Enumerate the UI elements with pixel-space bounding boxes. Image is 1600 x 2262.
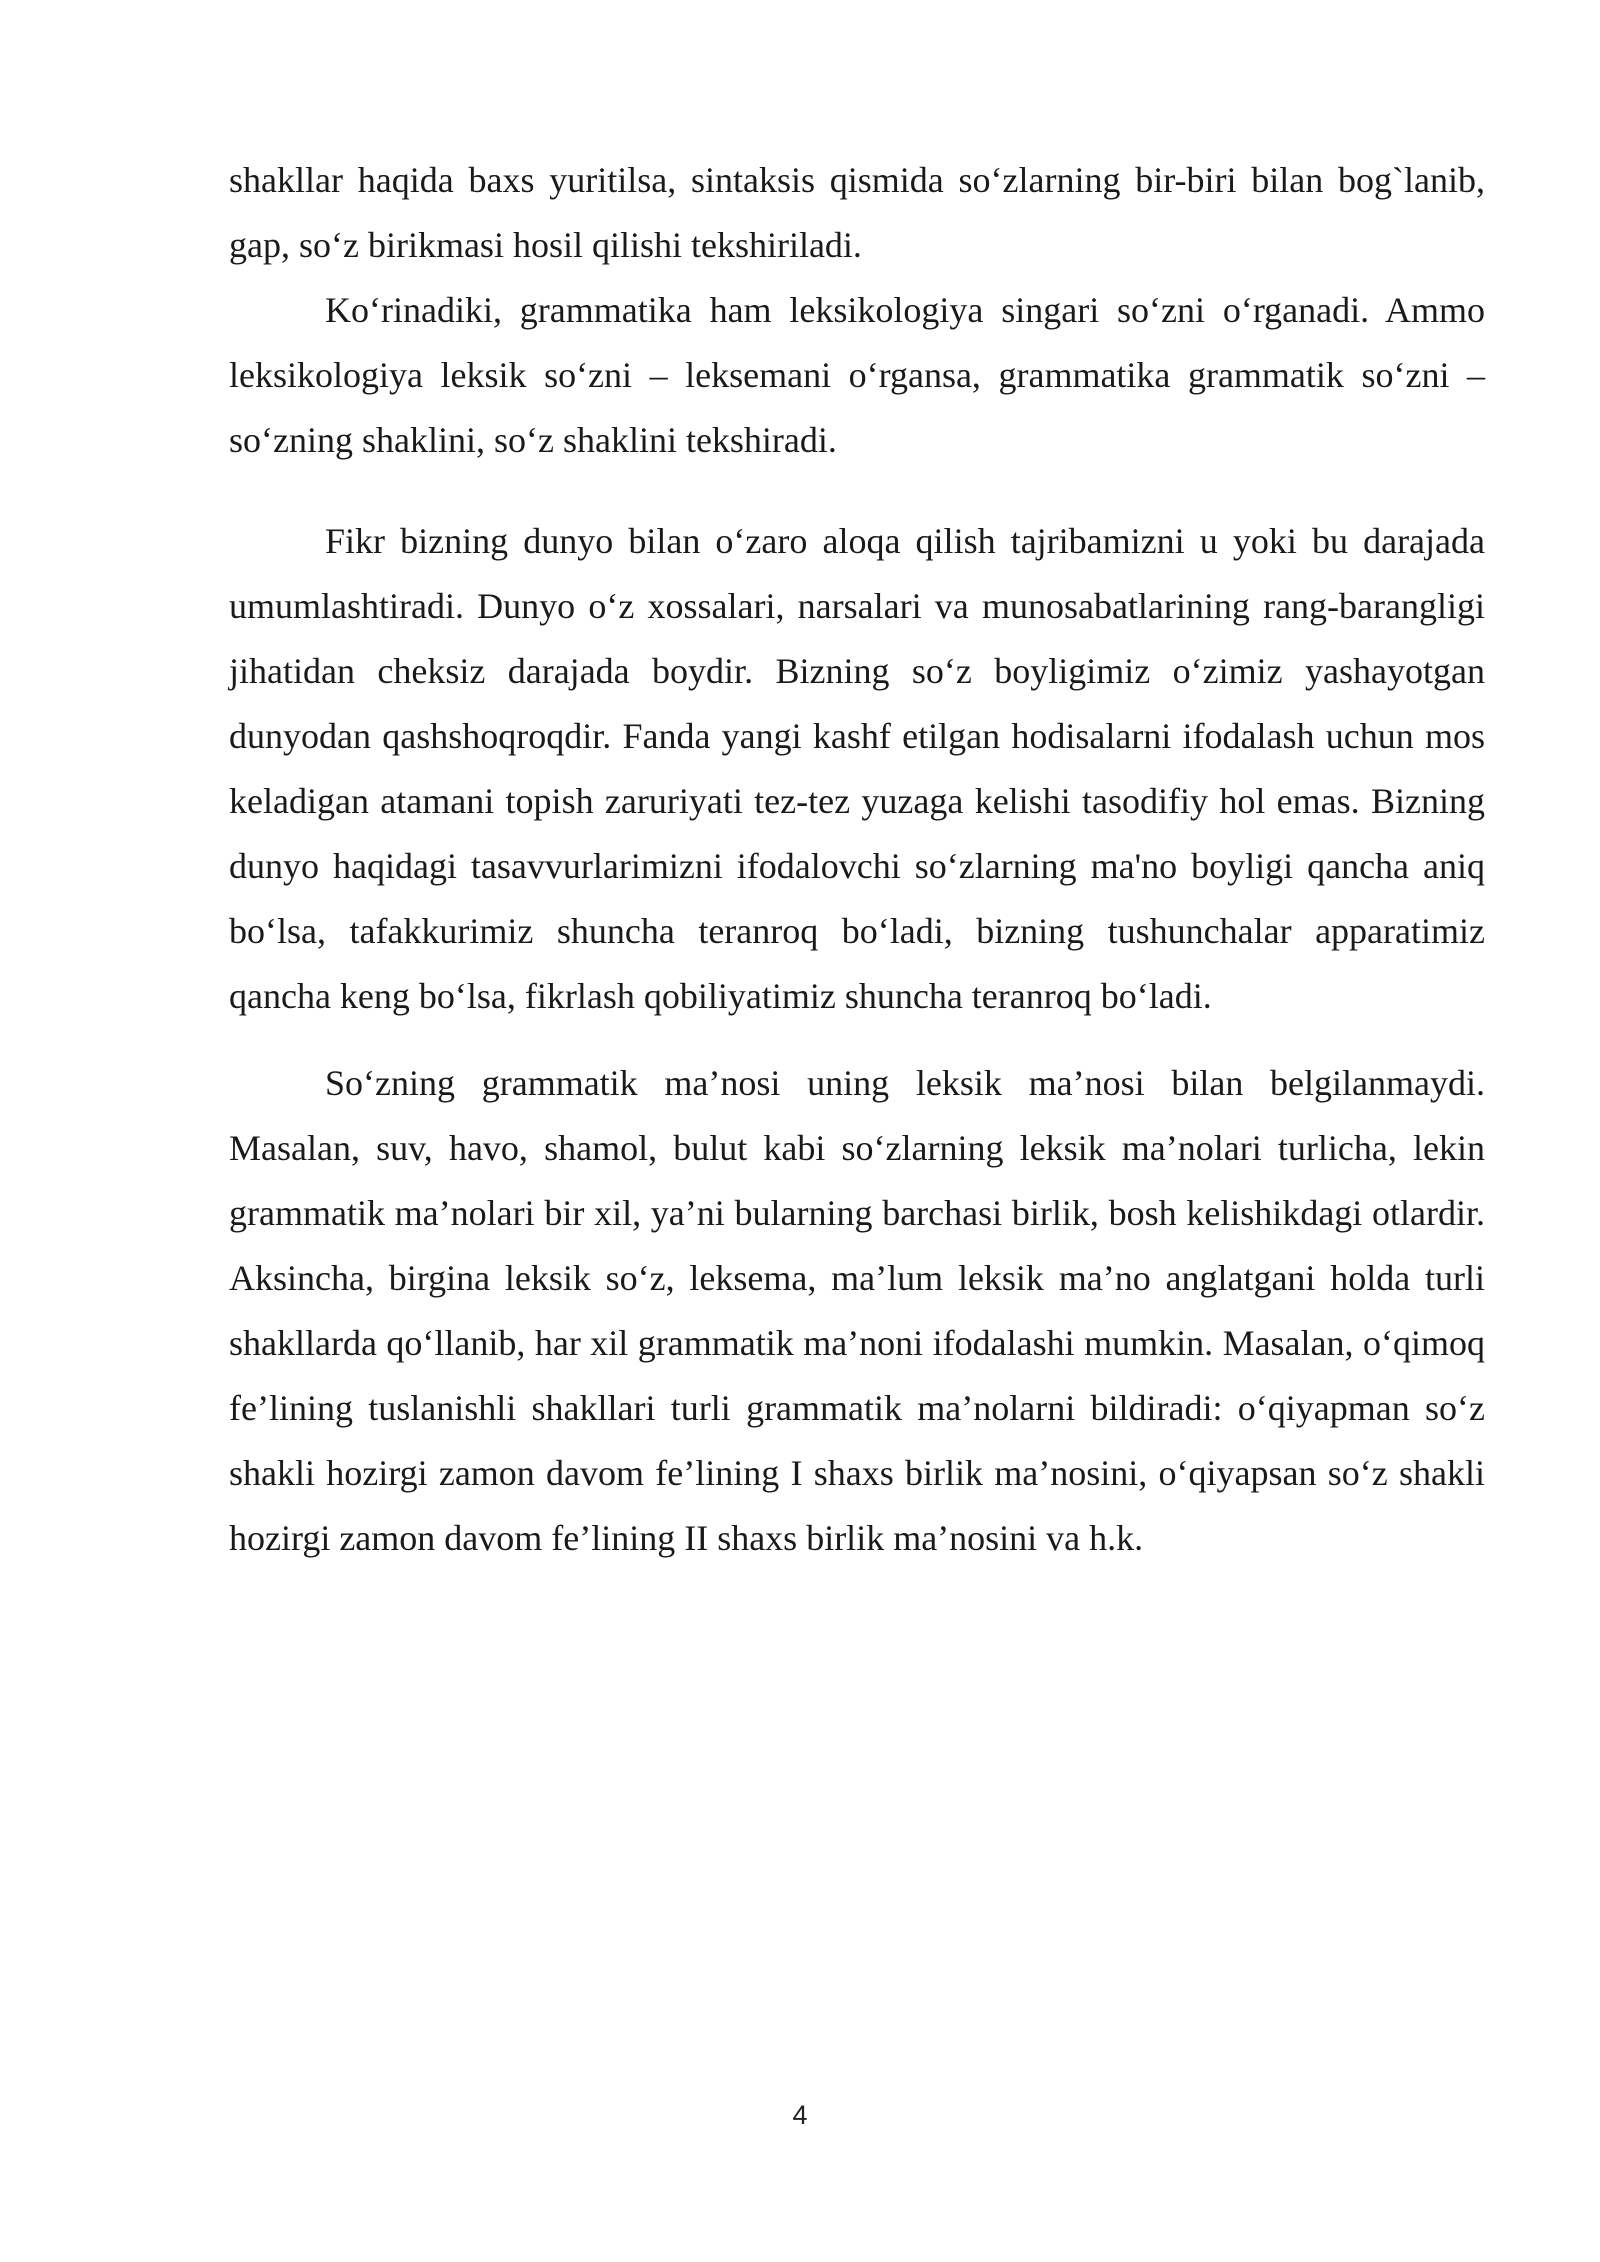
paragraph-3: Fikr bizning dunyo bilan o‘zaro aloqa qilish tajribamizni u yoki bu darajada umumlashtiradi. Dunyo o‘z xossalari, narsalari va munosabatlarining rang-barangligi jihatidan cheksiz darajada boydir. Bizning so‘z boyligimiz o‘zimiz yashayotgan dunyodan qashshoqroqdir. Fanda yangi kashf etilgan hodisalarni ifodalash uchun mos keladigan atamani topish zaruriyati tez-tez yuzaga kelishi tasodifiy hol emas. Bizning dunyo haqidagi tasavvurlarimizni ifodalovchi so‘zlarning ma'no boyligi qancha aniq bo‘lsa, tafakkurimiz shuncha teranroq bo‘ladi, bizning tushunchalar apparatimiz qancha keng bo‘lsa, fikrlash qobiliyatimiz shuncha teranroq bo‘ladi. [229, 521, 1485, 1016]
paragraph-1: shakllar haqida baxs yuritilsa, sintaksis qismida so‘zlarning bir-biri bilan bog`lanib, gap, so‘z birikmasi hosil qilishi tekshiriladi. [229, 160, 1485, 265]
paragraph-4: So‘zning grammatik ma’nosi uning leksik ma’nosi bilan belgilanmaydi. Masalan, suv, havo, shamol, bulut kabi so‘zlarning leksik ma’nolari turlicha, lekin grammatik ma’nolari bir xil, ya’ni bularning barchasi birlik, bosh kelishikdagi otlardir. Aksincha, birgina leksik so‘z, leksema, ma’lum leksik ma’no anglatgani holda turli shakllarda qo‘llanib, har xil grammatik ma’noni ifodalashi mumkin. Masalan, o‘qimoq fe’lining tuslanishli shakllari turli grammatik ma’nolarni bildiradi: o‘qiyapman so‘z shakli hozirgi zamon davom fe’lining I shaxs birlik ma’nosini, o‘qiyapsan so‘z shakli hozirgi zamon davom fe’lining II shaxs birlik ma’nosini va h.k. [229, 1063, 1485, 1558]
page-number: 4 [792, 2100, 808, 2130]
document-body [229, 148, 1485, 1571]
paragraph-2: Ko‘rinadiki, grammatika ham leksikologiya singari so‘zni o‘rganadi. Ammo leksikologiya leksik so‘zni – leksemani o‘rgansa, grammatika grammatik so‘zni – so‘zning shaklini, so‘z shaklini tekshiradi. [229, 290, 1485, 460]
